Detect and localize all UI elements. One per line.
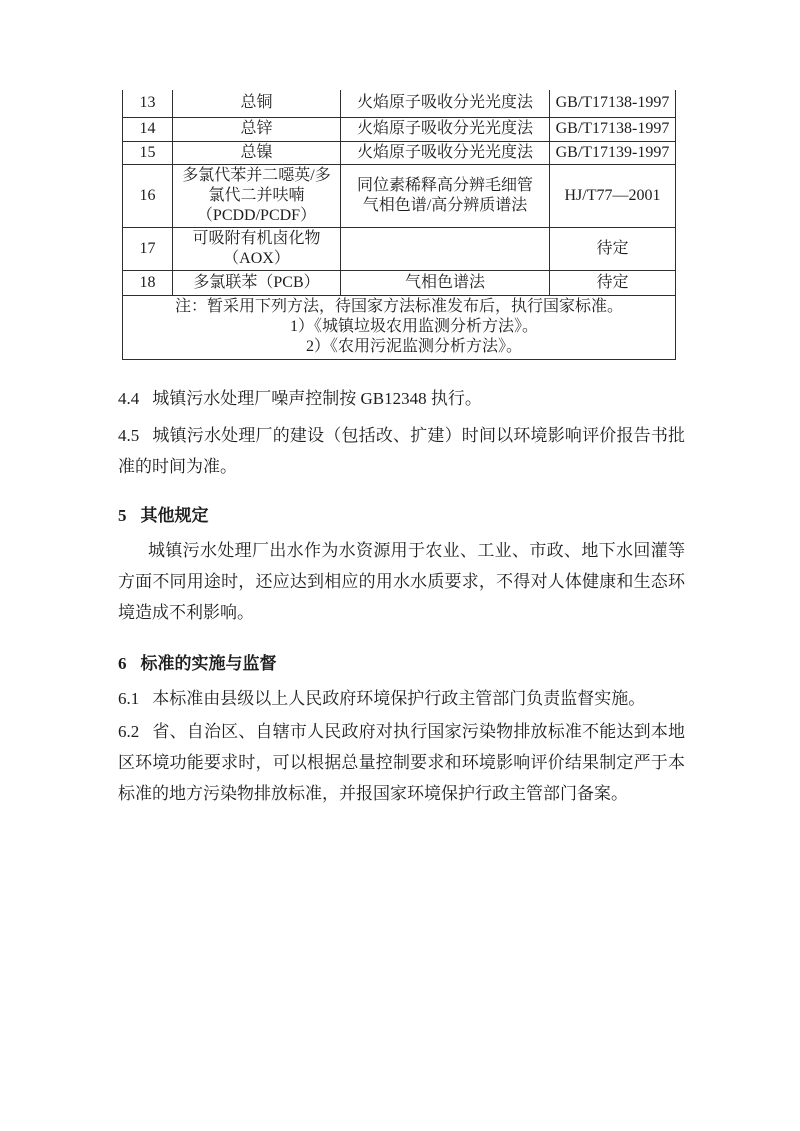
- pollutant-name-cell: [173, 227, 341, 270]
- method-name: 气相色谱法: [404, 273, 485, 291]
- table-row: [123, 227, 676, 270]
- clause-number: 6.1: [118, 689, 140, 708]
- table-row: [123, 117, 676, 141]
- section-5-paragraph: [118, 535, 685, 628]
- method-table-block: [122, 90, 675, 360]
- row-number-cell: 18: [123, 270, 173, 295]
- pollutant-name: 总锌: [240, 120, 273, 137]
- section-6-heading: [118, 648, 685, 679]
- method-cell: [341, 141, 550, 164]
- clause-4-4: [118, 383, 685, 414]
- standard-cell: GB/T17138-1997: [550, 90, 676, 117]
- paragraph-text: 城镇污水处理厂出水作为水资源用于农业、工业、市政、地下水回灌等方面不同用途时，还应达到相应的用水水质要求，不得对人体健康和生态环境造成不利影响。: [118, 541, 685, 622]
- pollutant-name: 总镍: [240, 143, 273, 161]
- table-row: [123, 164, 676, 227]
- pollutant-name-cell: [173, 117, 341, 141]
- table-row: [123, 270, 676, 295]
- pollutant-name-line: 可吸附有机卤化物: [192, 229, 321, 247]
- clause-4-5: [118, 420, 685, 482]
- pollutant-name-cell: [173, 270, 341, 295]
- table-row: [123, 90, 676, 117]
- clause-6-2: [118, 716, 685, 809]
- standard-cell: 待定: [550, 270, 676, 295]
- clause-text: 本标准由县级以上人民政府环境保护行政主管部门负责监督实施。: [152, 689, 646, 708]
- clause-number: 4.5: [118, 426, 140, 445]
- table-note-row: [123, 295, 676, 359]
- heading-number: 6: [118, 654, 127, 673]
- clause-text: 城镇污水处理厂的建设（包括改、扩建）时间以环境影响评价报告书批准的时间为准。: [118, 426, 685, 476]
- heading-number: 5: [118, 506, 127, 525]
- pollutant-name-cell: [173, 90, 341, 117]
- note-label: 注：暂采用下列方法，待国家方法标准发布后，执行国家标准。: [174, 298, 623, 315]
- standard-cell: GB/T17138-1997: [550, 117, 676, 141]
- pollutant-name: 多氯联苯（PCB）: [193, 273, 320, 291]
- pollutant-name: 总铜: [240, 94, 273, 112]
- table-row: [123, 141, 676, 164]
- method-name-line: 气相色谱/高分辨质谱法: [362, 196, 528, 214]
- method-name: 火焰原子吸收分光光度法: [356, 143, 533, 161]
- clause-6-1: [118, 683, 685, 714]
- table-note-cell: [123, 295, 676, 359]
- pollutant-name-line: 氯代二并呋喃: [208, 186, 305, 204]
- method-cell: [341, 227, 550, 270]
- clause-text: 省、自治区、自辖市人民政府对执行国家污染物排放标准不能达到本地区环境功能要求时，可以根据总量控制要求和环境影响评价结果制定严于本标准的地方污染物排放标准，并报国家环境保护行政主管部门备案。: [118, 722, 685, 803]
- method-cell: [341, 90, 550, 117]
- analysis-method-table: [122, 90, 676, 360]
- pollutant-name-cell: [173, 164, 341, 227]
- heading-title: 标准的实施与监督: [140, 654, 277, 673]
- pollutant-name-line: 多氯代苯并二噁英/多: [182, 166, 331, 184]
- note-item: 2）《农用污泥监测分析方法》。: [305, 338, 522, 355]
- pollutant-name-cell: [173, 141, 341, 164]
- standard-cell: 待定: [550, 227, 676, 270]
- method-name-line: 同位素稀释高分辨毛细管: [356, 176, 533, 194]
- pollutant-name-line: （PCDD/PCDF）: [196, 206, 317, 224]
- note-item: 1）《城镇垃圾农用监测分析方法》。: [289, 318, 538, 335]
- heading-title: 其他规定: [140, 506, 209, 525]
- method-cell: [341, 117, 550, 141]
- method-cell: [341, 164, 550, 227]
- row-number-cell: 16: [123, 164, 173, 227]
- pollutant-name-line: （AOX）: [223, 249, 290, 267]
- method-name: 火焰原子吸收分光光度法: [356, 120, 533, 137]
- body-text: [118, 383, 685, 809]
- method-cell: [341, 270, 550, 295]
- clause-text: 城镇污水处理厂噪声控制按 GB12348 执行。: [152, 389, 482, 408]
- row-number-cell: 14: [123, 117, 173, 141]
- row-number-cell: 15: [123, 141, 173, 164]
- method-name: 火焰原子吸收分光光度法: [356, 94, 533, 112]
- standard-cell: HJ/T77—2001: [550, 164, 676, 227]
- row-number-cell: 17: [123, 227, 173, 270]
- clause-number: 4.4: [118, 389, 140, 408]
- clause-number: 6.2: [118, 722, 140, 741]
- standard-cell: GB/T17139-1997: [550, 141, 676, 164]
- row-number-cell: 13: [123, 90, 173, 117]
- section-5-heading: [118, 500, 685, 531]
